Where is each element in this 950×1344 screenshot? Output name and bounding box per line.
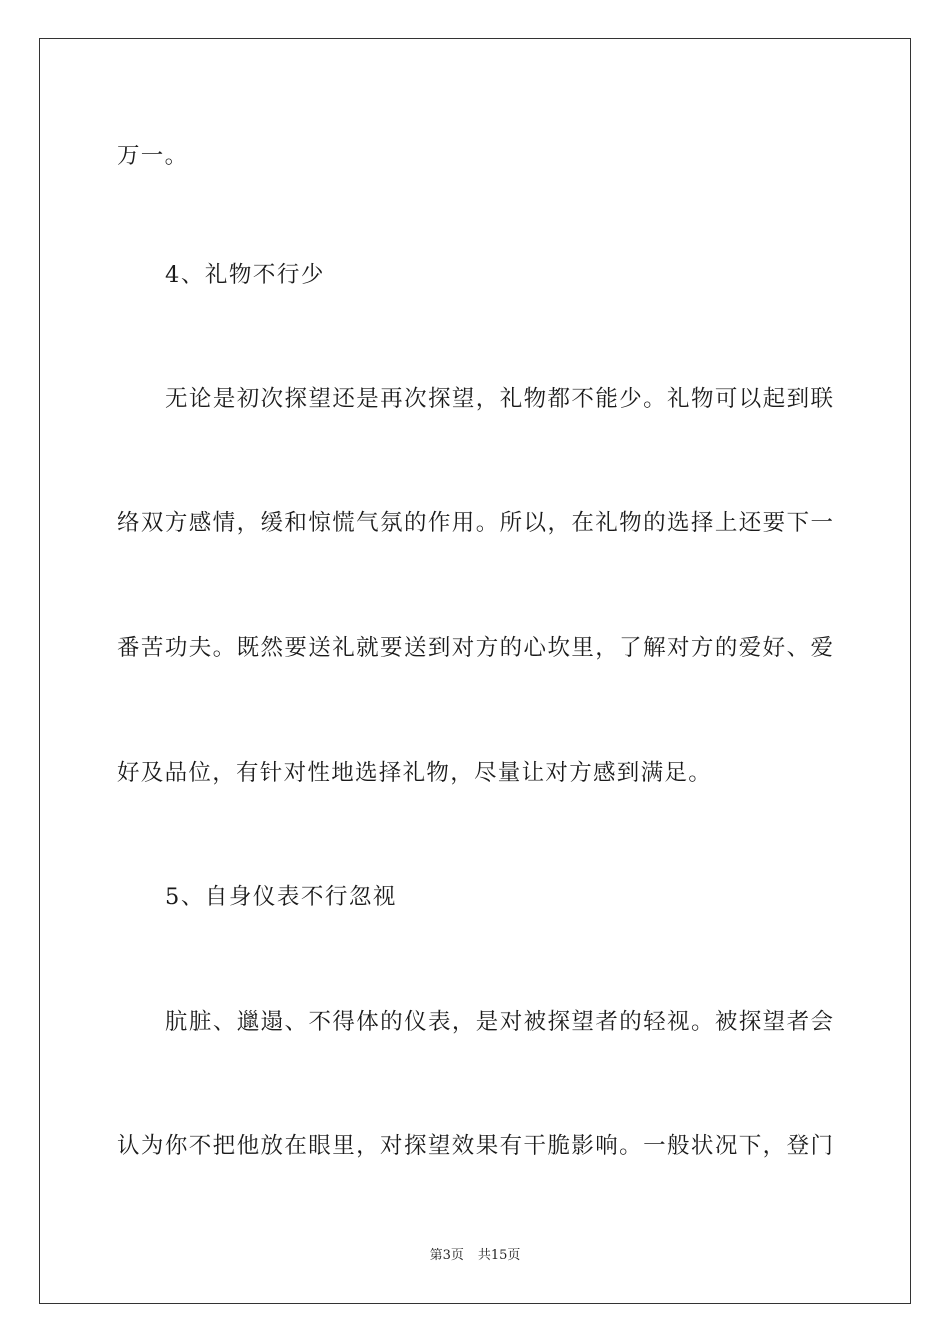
page-number: 第3页 [429,1248,464,1263]
paragraph-appearance-line-1: 肮脏、邋遢、不得体的仪表，是对被探望者的轻视。被探望者会 [165,1009,833,1035]
section-heading-gifts: 4、礼物不行少 [165,262,325,288]
paragraph-gifts-line-3: 番苦功夫。既然要送礼就要送到对方的心坎里，了解对方的爱好、爱 [117,635,833,661]
page-footer [0,1247,950,1265]
paragraph-gifts-line-1: 无论是初次探望还是再次探望，礼物都不能少。礼物可以起到联 [165,386,833,412]
paragraph-gifts-line-4: 好及品位，有针对性地选择礼物，尽量让对方感到满足。 [117,760,713,786]
paragraph-tail-line: 万一。 [117,143,189,169]
paragraph-gifts-line-2: 络双方感情，缓和惊慌气氛的作用。所以，在礼物的选择上还要下一 [117,510,833,536]
paragraph-appearance-line-2: 认为你不把他放在眼里，对探望效果有干脆影响。一般状况下，登门 [117,1133,833,1159]
section-heading-appearance: 5、自身仪表不行忽视 [165,884,397,910]
page-total: 共15页 [477,1248,521,1263]
page-border [39,38,911,1304]
